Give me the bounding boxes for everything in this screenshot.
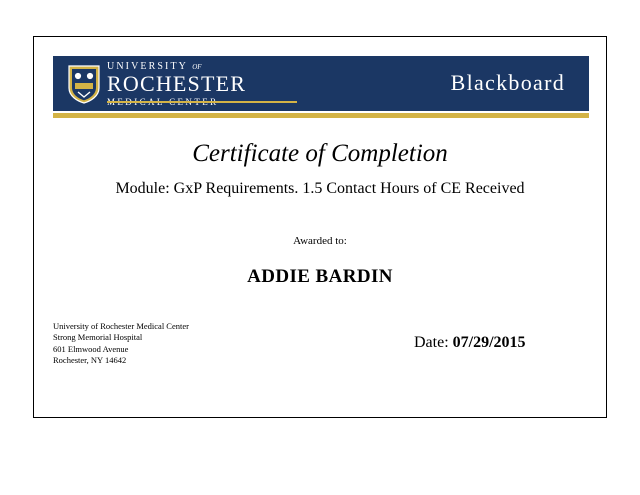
date-label: Date: [414,334,449,351]
awarded-to-label: Awarded to: [293,235,347,247]
address-line: 601 Elmwood Avenue [53,343,129,354]
certificate-header-band [53,56,589,111]
gold-divider [53,113,589,118]
logo-line-rochester: ROCHESTER [107,70,247,96]
university-logo-text [107,62,246,107]
address-line: Strong Memorial Hospital [53,332,143,343]
issue-date [414,334,526,352]
certificate-title: Certificate of Completion [192,140,448,167]
address-line: Rochester, NY 14642 [53,355,127,366]
issuer-address [53,321,189,367]
certificate-module-line: Module: GxP Requirements. 1.5 Contact Hours of CE Received [115,180,525,197]
university-logo [67,61,297,107]
logo-line-university: UNIVERSITY of [107,60,202,72]
recipient-name: ADDIE BARDIN [247,266,393,287]
blackboard-wordmark: Blackboard [450,70,565,95]
date-value: 07/29/2015 [452,334,526,351]
address-line: University of Rochester Medical Center [53,321,189,331]
logo-underline [107,101,297,103]
certificate-frame [33,36,607,418]
shield-icon [67,64,101,104]
